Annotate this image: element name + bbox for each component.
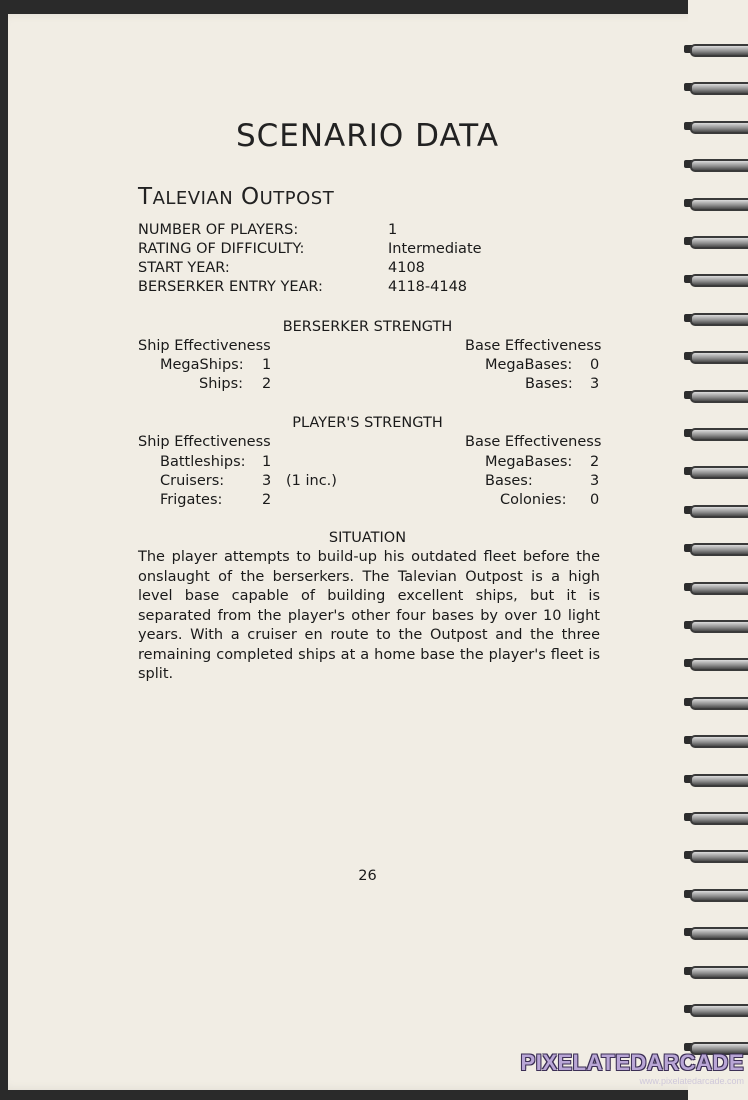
player-strength-heading: PLAYER'S STRENGTH [292,415,443,431]
coil-wire [690,582,748,595]
berserker-base-header: Base Effectiveness [465,338,602,354]
binding-coil [690,503,748,517]
player-frigates-label: Frigates: [160,492,223,508]
binding-coil [690,196,748,210]
coil-wire [690,889,748,902]
binding-coil [690,618,748,632]
player-battleships-value: 1 [262,454,272,470]
berserker-ships-value: 2 [262,376,272,392]
berserker-ship-header: Ship Effectiveness [138,338,271,354]
info-row-start-year: START YEAR: 4108 [138,260,425,276]
coil-wire [690,697,748,710]
binding-coil [690,772,748,786]
berserker-bases-value: 3 [590,376,600,392]
coil-wire [690,466,748,479]
binding-coil [690,580,748,594]
situation-text: The player attempts to build-up his outdated fleet before the onslaught of the berserkers. The Talevian Outpost is a high level base capable of building excellent ships, but it is separated from the player's other four bases by over 10 light years. With a cruiser en route to the Outpost and the three remaining completed ships at a home base the player's fleet is split. [138,549,600,682]
coil-wire [690,735,748,748]
watermark-logo: PIXELATEDARCADE www.pixelatedarcade.com [520,1050,744,1086]
binding-coil [690,349,748,363]
player-colonies-value: 0 [590,492,600,508]
coil-wire [690,774,748,787]
player-frigates-value: 2 [262,492,272,508]
coil-wire [690,1004,748,1017]
coil-wire [690,505,748,518]
binding-coil [690,733,748,747]
binding-coil [690,80,748,94]
player-megabases-value: 2 [590,454,600,470]
binding-coil [690,1002,748,1016]
player-bases-label: Bases: [485,473,533,489]
scenario-name: TALEVIAN OUTPOST [138,184,335,210]
berserker-megabases-value: 0 [590,357,600,373]
coil-wire [690,927,748,940]
coil-wire [690,198,748,211]
binding-coil [690,848,748,862]
info-row-difficulty: RATING OF DIFFICULTY: Intermediate [138,241,482,257]
coil-wire [690,82,748,95]
spiral-binding [688,0,748,1100]
player-battleships-label: Battleships: [160,454,246,470]
coil-wire [690,44,748,57]
player-cruisers-label: Cruisers: [160,473,225,489]
situation-heading: SITUATION [328,530,407,546]
page-title: SCENARIO DATA [235,118,500,154]
coil-wire [690,658,748,671]
coil-wire [690,620,748,633]
berserker-megabases-label: MegaBases: [485,357,573,373]
binding-coil [690,656,748,670]
player-ship-header: Ship Effectiveness [138,434,271,450]
berserker-strength-heading: BERSERKER STRENGTH [282,319,453,335]
coil-wire [690,850,748,863]
coil-wire [690,812,748,825]
berserker-ships-label: Ships: [199,376,244,392]
player-megabases-label: MegaBases: [485,454,573,470]
player-cruisers-note: (1 inc.) [286,473,337,489]
coil-wire [690,390,748,403]
info-row-players: NUMBER OF PLAYERS: 1 [138,222,398,238]
binding-coil [690,157,748,171]
player-bases-value: 3 [590,473,600,489]
coil-wire [690,966,748,979]
info-row-berserker-entry: BERSERKER ENTRY YEAR: 4118-4148 [138,279,468,295]
player-colonies-label: Colonies: [500,492,567,508]
berserker-megaships-label: MegaShips: [160,357,244,373]
binding-coil [690,887,748,901]
coil-wire [690,351,748,364]
player-base-header: Base Effectiveness [465,434,602,450]
binding-coil [690,388,748,402]
berserker-megaships-value: 1 [262,357,272,373]
binding-coil [690,810,748,824]
binding-coil [690,964,748,978]
player-cruisers-value: 3 [262,473,272,489]
page-number: 26 [358,868,377,884]
binding-coil [690,925,748,939]
binding-coil [690,464,748,478]
coil-wire [690,159,748,172]
binding-coil [690,42,748,56]
berserker-bases-label: Bases: [525,376,573,392]
binding-coil [690,695,748,709]
